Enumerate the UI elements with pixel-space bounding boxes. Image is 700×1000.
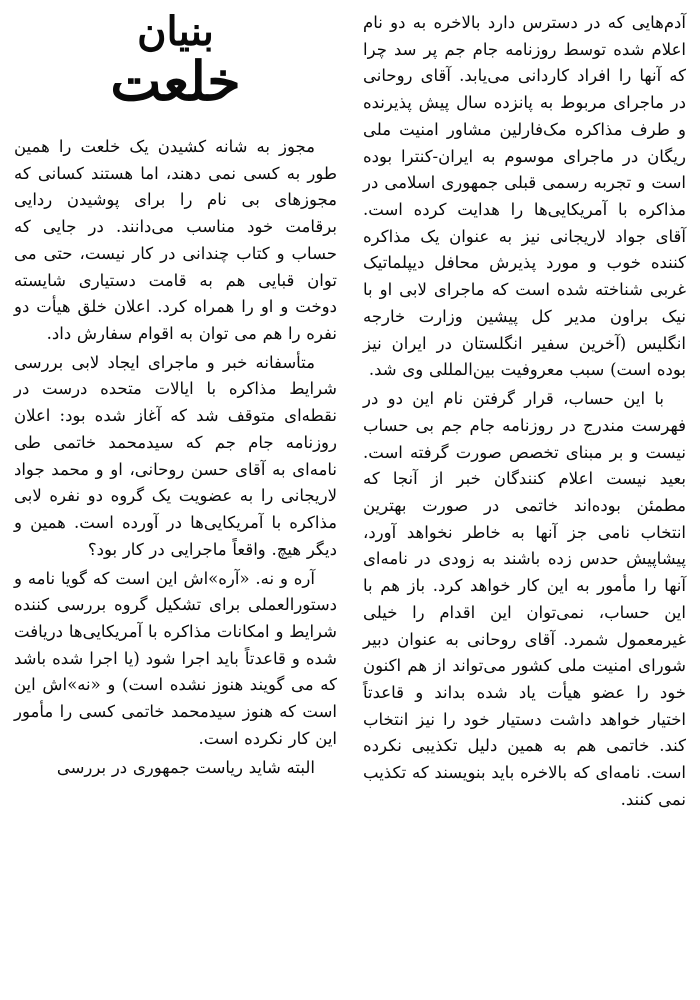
article-columns xyxy=(14,10,686,992)
paragraph-left-1: مجوز به شانه کشیدن یک خلعت را همین طور به کسی نمی دهند، اما هستند کسانی که مجوزهای بی نام را برای پوشیدن ردایی برقامت خود مناسب می‌دانند. در جایی که حساب و کتاب چندانی در کار نیست، حتی می توان قبایی هم به قامت دستیاری شایسته دوخت و او را همراه کرد. اعلان خلق هیأت دو نفره را هم می توان به اقوام سفارش داد. xyxy=(14,137,337,344)
paragraph-left-2: متأسفانه خبر و ماجرای ایجاد لابی بررسی شرایط مذاکره با ایالات متحده درست در نقطه‌ای متوقف شد که آغاز شده بود: اعلان روزنامه جام جم که سیدمحمد خاتمی طی نامه‌ای به آقای حسن روحانی، او و محمد جواد لاریجانی را به عضویت یک گروه دو نفره لابی مذاکره با آمریکایی‌ها در آورده است. همین و دیگر هیچ. واقعاً ماجرایی در کار بود؟ xyxy=(14,352,337,559)
masthead-line-2: خلعت xyxy=(110,49,241,113)
column-right xyxy=(363,10,686,992)
paragraph-right-1: آدم‌هایی که در دسترس دارد بالاخره به دو نام اعلام شده توسط روزنامه جام جم پر سد چرا که آنها را افراد کاردانی می‌یابد. آقای روحانی در ماجرای مربوط به پانزده سال پیش پذیرنده و طرف مذاکره مک‌فارلین مشاور امنیت ملی ریگان در ماجرای موسوم به ایران-کنترا بوده است و تجربه رسمی قبلی جمهوری اسلامی در مذاکره با آمریکایی‌ها را هدایت کرده است. آقای جواد لاریجانی نیز به عنوان یک مذاکره کننده خوب و مورد پذیرش محافل دیپلماتیک غربی شناخته شده است که ماجرای لابی او با نیک براون مدیر کل پیشین وزارت خارجه انگلیس (آخرین سفیر انگلستان در ایران نیز بوده است) سبب معروفیت بین‌المللی وی شد. xyxy=(363,13,686,380)
column-left xyxy=(14,10,337,992)
masthead-line-1: بنیان xyxy=(137,8,214,55)
paragraph-right-2: با این حساب، قرار گرفتن نام این دو در فهرست مندرج در روزنامه جام جم بی حساب نیست و بر مبنای تخصص صورت گرفته است. بعید نیست اعلام کنندگان خبر از آنجا که مطمئن بوده‌اند خاتمی در صورت بهترین انتخاب نامی جز آنها به خاطر نخواهد آورد، پیشاپیش حدس زده باشند به زودی در نامه‌ای آنها را مأمور به این کار خواهد کرد. باز هم با این حساب، نمی‌توان این اقدام را خیلی غیرمعمول شمرد. آقای روحانی به عنوان دبیر شورای امنیت ملی کشور می‌تواند از هم اکنون خود را عضو هیأت یاد شده بداند و قاعدتاً اختیار خواهد داشت دستیار خود را نیز انتخاب کند. خاتمی هم به همین دلیل تکذیبی نکرده است. نامه‌ای که بالاخره باید بنویسند که تکذیب نمی کنند. xyxy=(363,389,686,809)
paragraph-left-4: البته شاید ریاست جمهوری در بررسی xyxy=(56,757,315,777)
paragraph-left-3: آره و نه. «آره»اش این است که گویا نامه و دستورالعملی برای تشکیل گروه بررسی کننده شرایط و امکانات مذاکره با آمریکایی‌ها دریافت شده و قاعدتاً باید اجرا شود (یا اجرا شده باشد که می گویند هنوز نشده است) و «نه»اش این است که هنوز سیدمحمد خاتمی کسی را مأمور این کار نکرده است. xyxy=(14,568,337,748)
masthead xyxy=(14,8,337,113)
